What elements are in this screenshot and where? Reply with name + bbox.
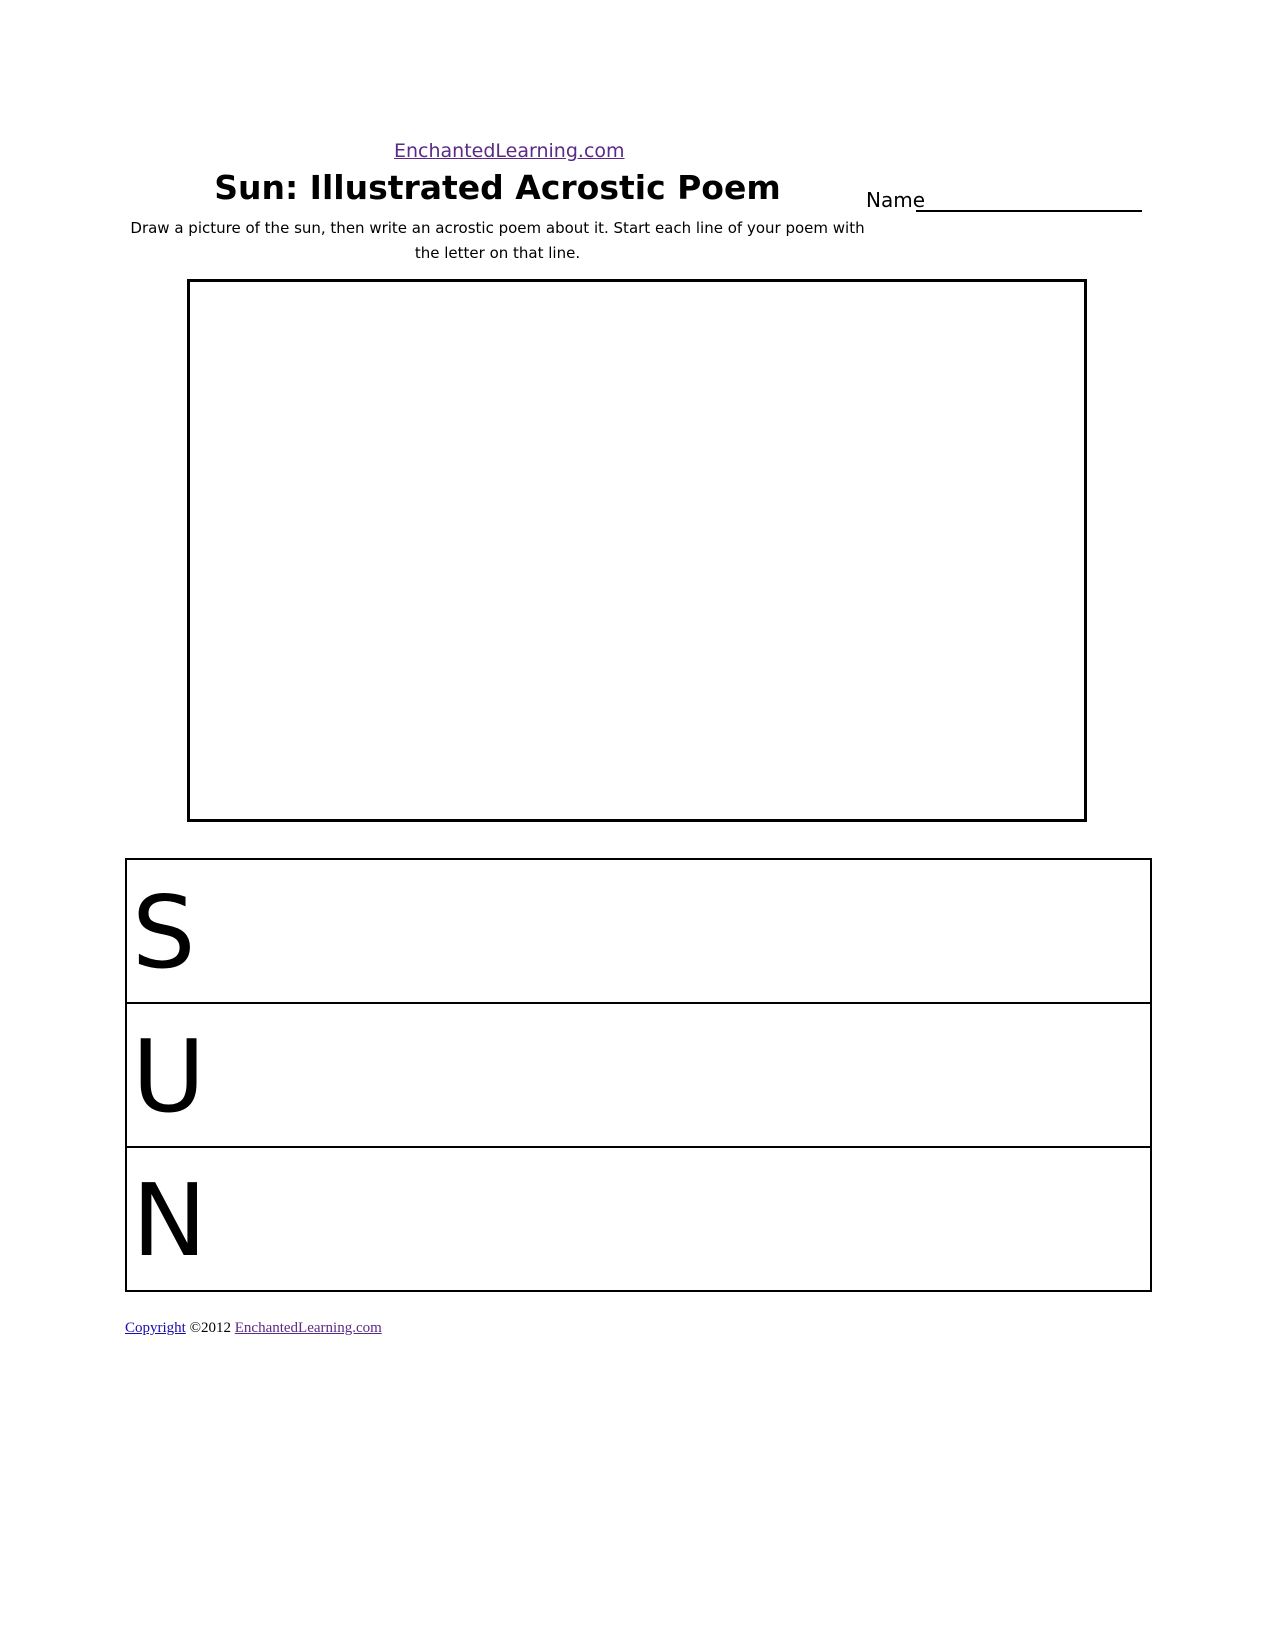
poem-letter: U xyxy=(132,1018,206,1135)
copyright-year: ©2012 xyxy=(185,1320,235,1336)
poem-row-s xyxy=(127,860,1150,1004)
footer xyxy=(125,1320,382,1337)
copyright-link[interactable]: Copyright xyxy=(125,1320,186,1336)
name-field xyxy=(866,188,1142,216)
poem-row-n xyxy=(127,1148,1150,1290)
page-title: Sun: Illustrated Acrostic Poem xyxy=(214,168,781,207)
poem-row-u xyxy=(127,1004,1150,1148)
poem-letter: S xyxy=(132,874,196,991)
poem-letter: N xyxy=(132,1162,207,1279)
footer-site-link[interactable]: EnchantedLearning.com xyxy=(234,1320,382,1336)
acrostic-poem-table xyxy=(125,858,1152,1292)
instructions-text: Draw a picture of the sun, then write an acrostic poem about it. Start each line of your poem with the letter on that line. xyxy=(130,219,865,262)
site-link[interactable]: EnchantedLearning.com xyxy=(394,140,625,162)
name-label: Name xyxy=(866,188,926,212)
name-blank-line xyxy=(916,210,1142,212)
drawing-box xyxy=(187,279,1087,822)
